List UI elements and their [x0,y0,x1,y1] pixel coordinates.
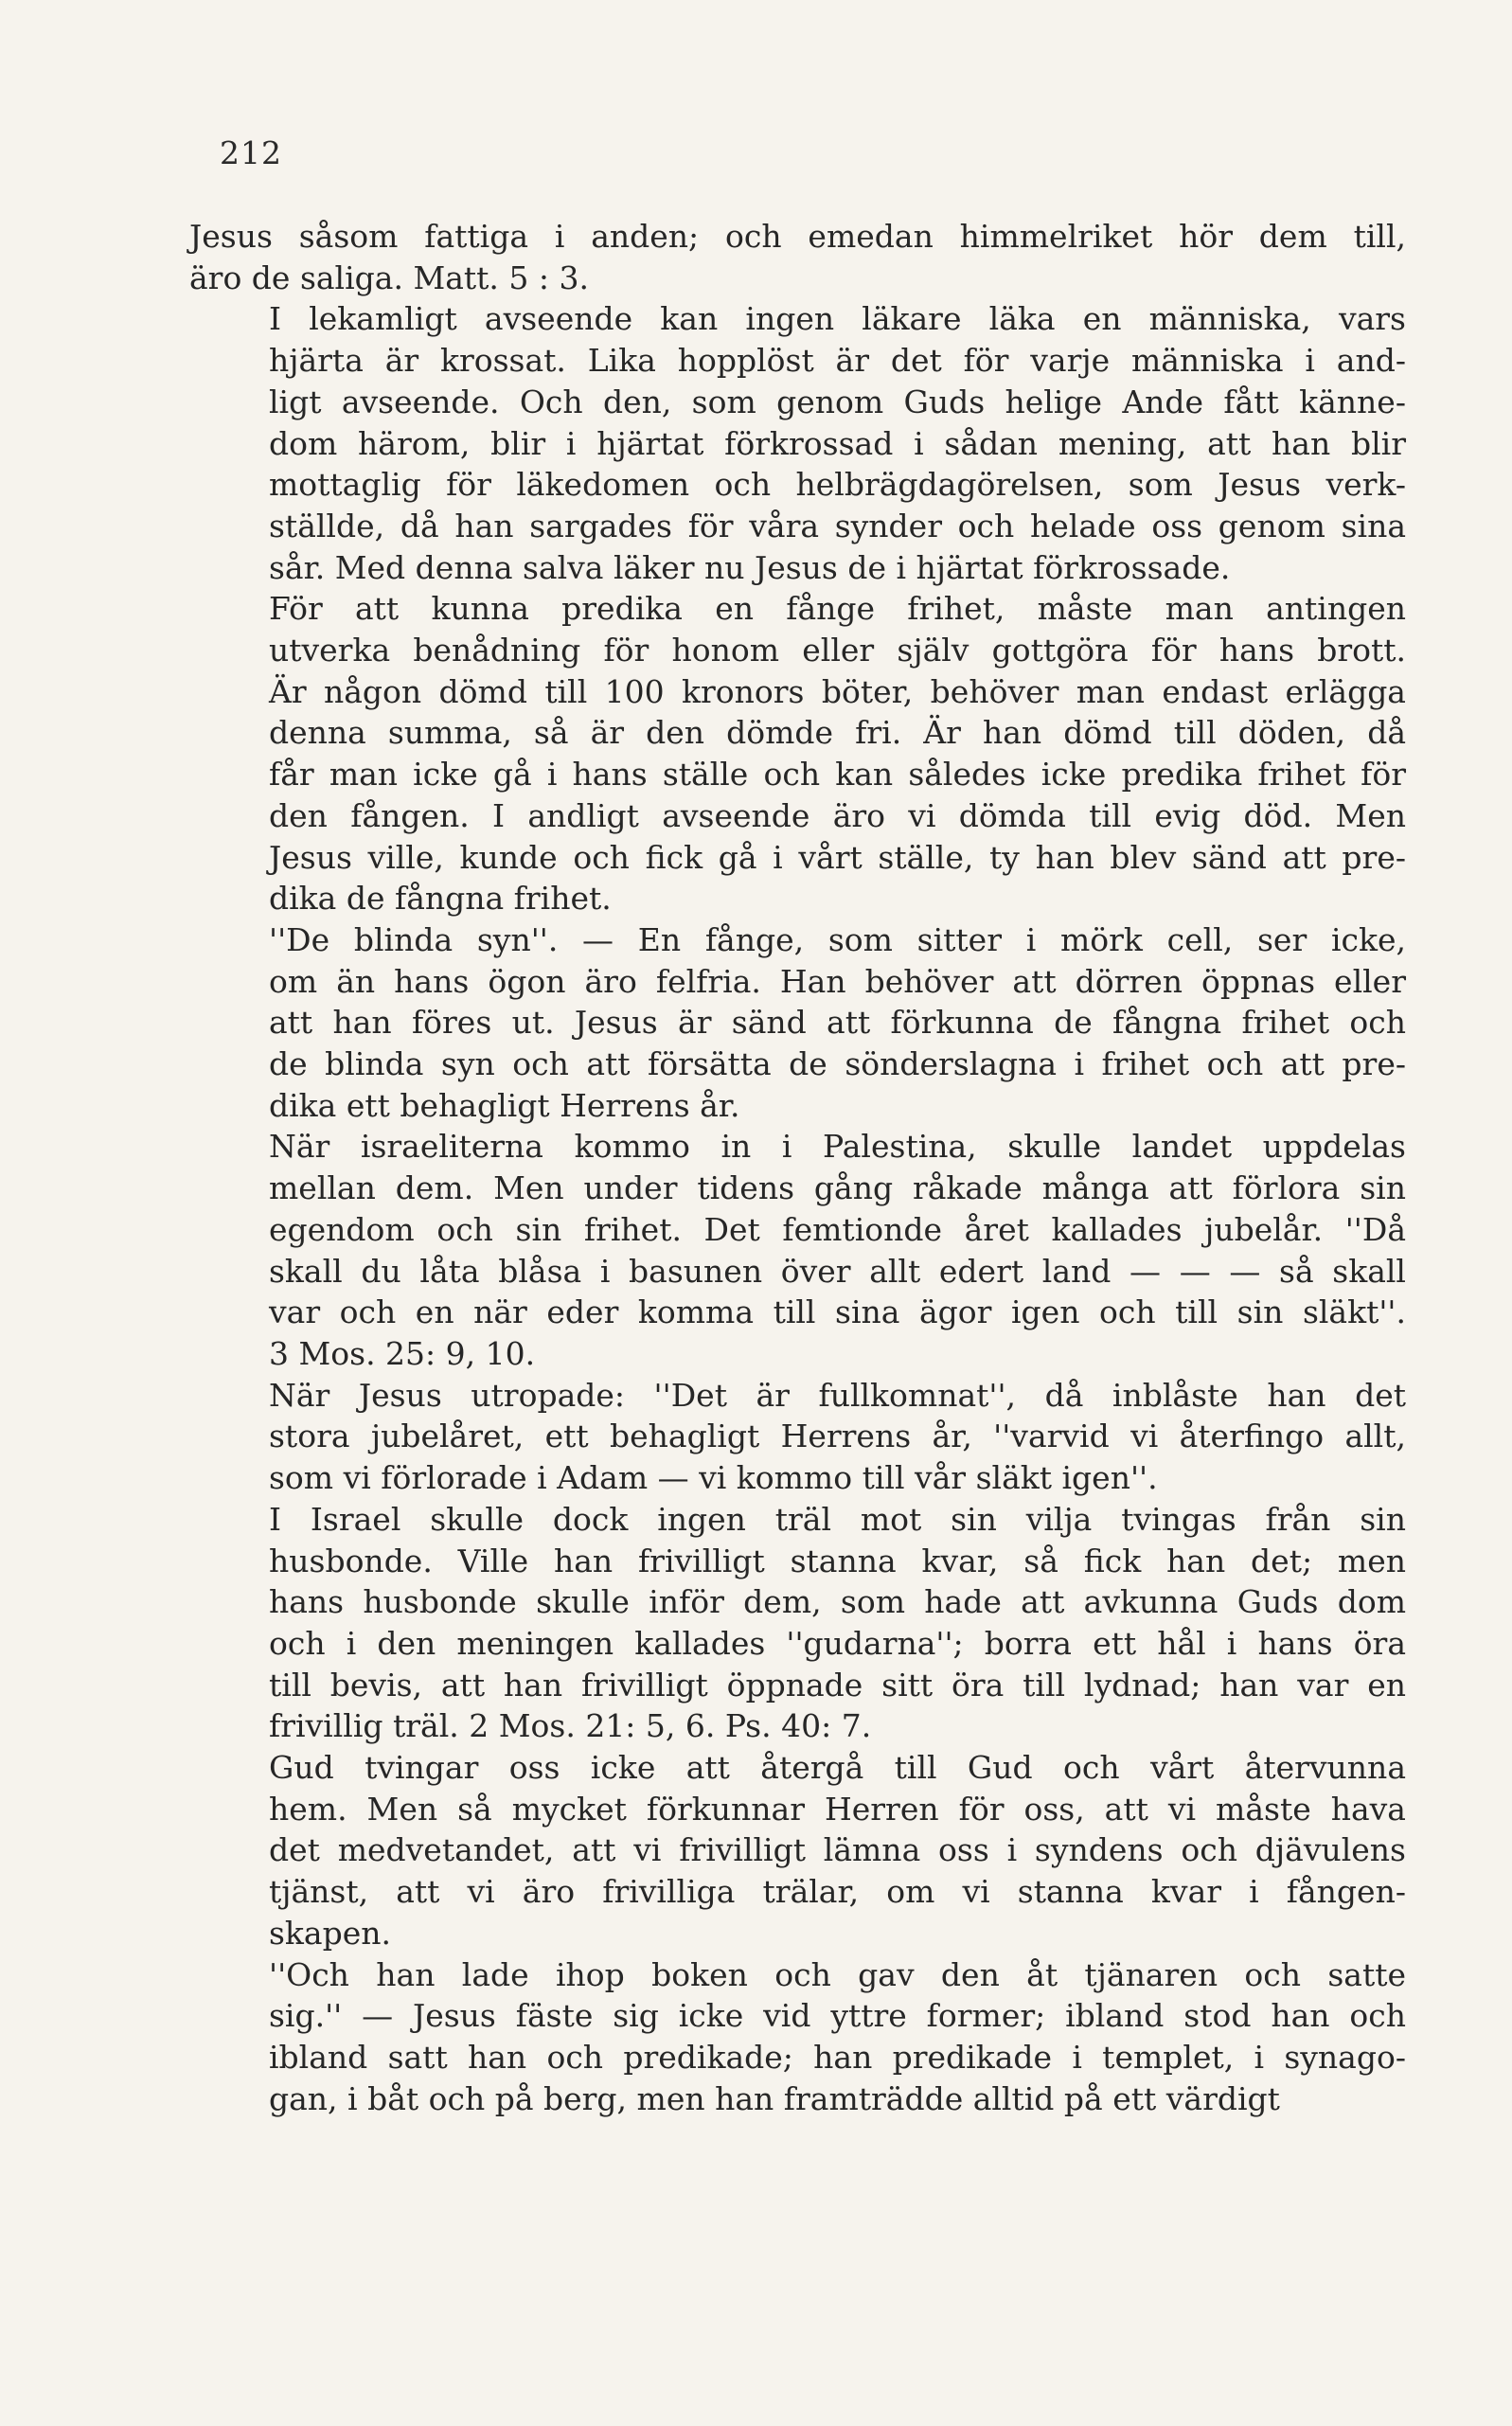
text-line: hem. Men så mycket förkunnar Herren för oss, att vi måste hava [269,1790,1406,1828]
text-line: skall du låta blåsa i basunen över allt edert land — — — så skall [269,1252,1406,1290]
text-line: ligt avseende. Och den, som genom Guds helige Ande fått känne- [269,383,1406,420]
text-line: När Jesus utropade: ''Det är fullkomnat'', då inblåste han det [269,1376,1406,1414]
text-line: denna summa, så är den dömde fri. Är han dömd till döden, då [269,714,1406,752]
text-line: När israeliterna kommo in i Palestina, skulle landet uppdelas [269,1128,1406,1166]
text-line: frivillig träl. 2 Mos. 21: 5, 6. Ps. 40: 7. [269,1707,872,1745]
text-line: de blinda syn och att försätta de sönderslagna i frihet och att pre- [269,1045,1406,1083]
paragraph [189,1126,1406,1374]
text-line: dom härom, blir i hjärtat förkrossad i sådan mening, att han blir [269,424,1406,462]
text-line: gan, i båt och på berg, men han framträdde alltid på ett värdigt [269,2079,1280,2117]
text-line: ibland satt han och predikade; han predikade i templet, i synago- [269,2038,1406,2076]
paragraph [189,1499,1406,1747]
paragraph [189,919,1406,1127]
text-line: mottaglig för läkedomen och helbrägdagörelsen, som Jesus verk- [269,466,1406,504]
text-line: egendom och sin frihet. Det femtionde året kallades jubelår. ''Då [269,1210,1406,1248]
text-line: I lekamligt avseende kan ingen läkare läka en människa, vars [269,300,1406,338]
text-line: För att kunna predika en fånge frihet, måste man antingen [269,590,1406,628]
text-line: dika ett behagligt Herrens år. [269,1086,740,1124]
page-number: 212 [220,134,282,171]
text-line: det medvetandet, att vi frivilligt lämna oss i syndens och djävulens [269,1831,1406,1869]
text-line: utverka benådning för honom eller själv gottgöra för hans brott. [269,632,1406,669]
text-line: om än hans ögon äro felfria. Han behöver att dörren öppnas eller [269,962,1406,1000]
text-line: ställde, då han sargades för våra synder och helade oss genom sina [269,507,1406,544]
text-line: ''De blinda syn''. — En fånge, som sitter i mörk cell, ser icke, [269,920,1406,958]
paragraph [189,216,1406,298]
paragraph [189,1954,1406,2120]
text-line: Gud tvingar oss icke att återgå till Gud och vårt återvunna [269,1749,1406,1787]
text-line: husbonde. Ville han frivilligt stanna kvar, så fick han det; men [269,1542,1406,1579]
text-line: den fången. I andligt avseende äro vi dömda till evig död. Men [269,796,1406,834]
text-line: sår. Med denna salva läker nu Jesus de i hjärtat förkrossade. [269,548,1231,586]
text-line: hjärta är krossat. Lika hopplöst är det för varje människa i and- [269,342,1406,380]
text-line: stora jubelåret, ett behagligt Herrens år, ''varvid vi återfingo allt, [269,1418,1406,1455]
paragraph [189,1747,1406,1954]
text-line: ''Och han lade ihop boken och gav den åt tjänaren och satte [269,1955,1406,1993]
text-line: Jesus såsom fattiga i anden; och emedan himmelriket hör dem till, [189,218,1406,255]
text-line: till bevis, att han frivilligt öppnade sitt öra till lydnad; han var en [269,1666,1406,1704]
paragraph [189,1375,1406,1499]
text-line: att han föres ut. Jesus är sänd att förkunna de fångna frihet och [269,1004,1406,1042]
text-line: mellan dem. Men under tidens gång råkade många att förlora sin [269,1169,1406,1207]
text-line: I Israel skulle dock ingen träl mot sin vilja tvingas från sin [269,1500,1406,1538]
text-line: dika de fångna frihet. [269,880,612,918]
paragraph [189,588,1406,919]
text-line: Är någon dömd till 100 kronors böter, behöver man endast erlägga [269,672,1406,710]
text-line: hans husbonde skulle inför dem, som hade att avkunna Guds dom [269,1583,1406,1621]
text-line: skapen. [269,1914,392,1952]
text-line: sig.'' — Jesus fäste sig icke vid yttre former; ibland stod han och [269,1997,1406,2035]
text-line: var och en när eder komma till sina ägor igen och till sin släkt''. [269,1293,1406,1331]
text-line: och i den meningen kallades ''gudarna''; borra ett hål i hans öra [269,1624,1406,1662]
text-line: får man icke gå i hans ställe och kan således icke predika frihet för [269,756,1406,794]
text-line: som vi förlorade i Adam — vi kommo till vår släkt igen''. [269,1459,1158,1497]
text-line: tjänst, att vi äro frivilliga trälar, om vi stanna kvar i fången- [269,1873,1406,1911]
paragraph [189,298,1406,588]
text-line: 3 Mos. 25: 9, 10. [269,1334,536,1372]
text-line: Jesus ville, kunde och fick gå i vårt ställe, ty han blev sänd att pre- [269,838,1406,876]
text-line: äro de saliga. Matt. 5 : 3. [189,259,589,296]
body-text [189,216,1406,2119]
